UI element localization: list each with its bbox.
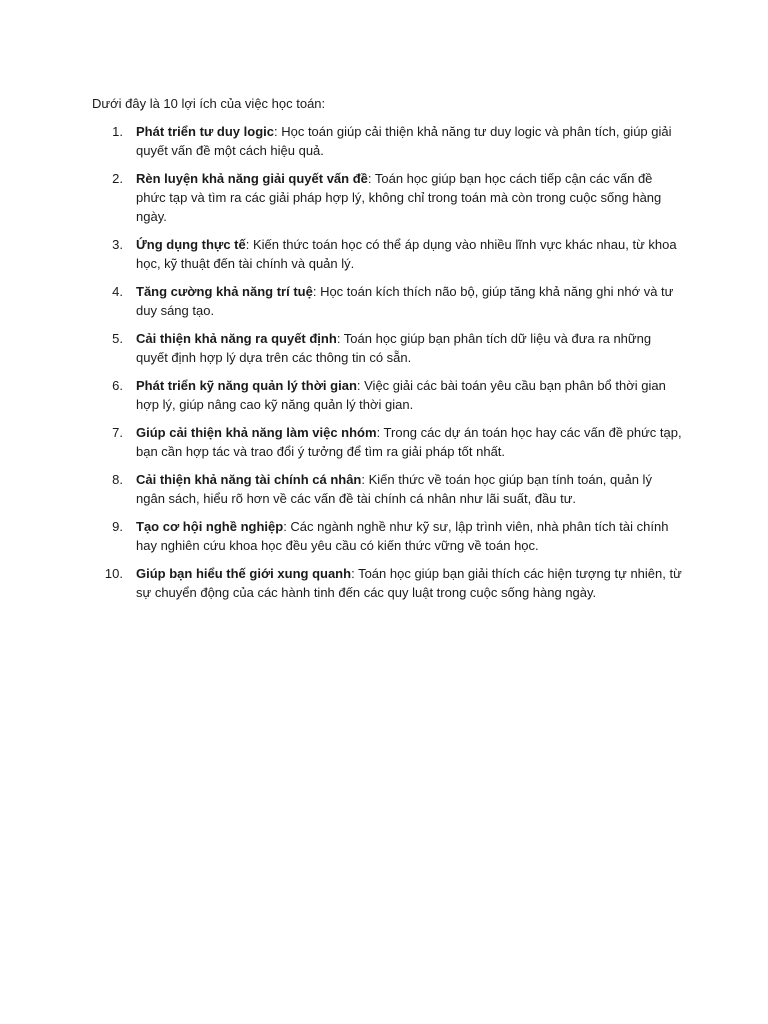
item-text: : Học toán kích thích não bộ, giúp tăng khả năng ghi nhớ và tư duy sáng tạo. xyxy=(136,284,674,318)
benefits-list xyxy=(92,122,682,602)
item-number: 9. xyxy=(112,519,123,534)
item-number: 10. xyxy=(104,566,123,581)
item-text: : Học toán giúp cải thiện khả năng tư duy logic và phân tích, giúp giải quyết vấn đề một cách hiệu quả. xyxy=(136,124,672,158)
intro-text: Dưới đây là 10 lợi ích của việc học toán: xyxy=(92,96,326,111)
list-item xyxy=(92,517,682,555)
item-term: Giúp bạn hiểu thế giới xung quanh xyxy=(136,566,352,581)
item-number: 5. xyxy=(112,331,123,346)
item-number: 6. xyxy=(112,378,123,393)
item-text: : Kiến thức về toán học giúp bạn tính toán, quản lý ngân sách, hiểu rõ hơn về các vấn đề tài chính cá nhân như lãi suất, đầu tư. xyxy=(136,472,652,506)
item-term: Tạo cơ hội nghề nghiệp xyxy=(136,519,284,534)
item-text: : Toán học giúp bạn phân tích dữ liệu và đưa ra những quyết định hợp lý dựa trên các thông tin có sẵn. xyxy=(136,331,652,365)
item-term: Ứng dụng thực tế xyxy=(136,237,246,252)
item-term: Cải thiện khả năng ra quyết định xyxy=(136,331,337,346)
item-number: 2. xyxy=(112,171,123,186)
item-text: : Việc giải các bài toán yêu cầu bạn phân bổ thời gian hợp lý, giúp nâng cao kỹ năng quản lý thời gian. xyxy=(136,378,666,412)
item-term: Tăng cường khả năng trí tuệ xyxy=(136,284,313,299)
document-page xyxy=(92,94,682,611)
item-number: 7. xyxy=(112,425,123,440)
list-item xyxy=(92,329,682,367)
list-item xyxy=(92,282,682,320)
list-item xyxy=(92,235,682,273)
list-item xyxy=(92,376,682,414)
item-term: Giúp cải thiện khả năng làm việc nhóm xyxy=(136,425,377,440)
list-item xyxy=(92,122,682,160)
list-item xyxy=(92,423,682,461)
item-text: : Các ngành nghề như kỹ sư, lập trình viên, nhà phân tích tài chính hay nghiên cứu khoa học đều yêu cầu có kiến thức vững về toán học. xyxy=(136,519,669,553)
item-text: : Kiến thức toán học có thể áp dụng vào nhiều lĩnh vực khác nhau, từ khoa học, kỹ thuật đến tài chính và quản lý. xyxy=(136,237,677,271)
item-text: : Trong các dự án toán học hay các vấn đề phức tạp, bạn cần hợp tác và trao đổi ý tưởng để tìm ra giải pháp tốt nhất. xyxy=(136,425,682,459)
item-number: 3. xyxy=(112,237,123,252)
item-term: Phát triển kỹ năng quản lý thời gian xyxy=(136,378,357,393)
item-text: : Toán học giúp bạn giải thích các hiện tượng tự nhiên, từ sự chuyển động của các hành tinh đến các quy luật trong cuộc sống hàng ngày. xyxy=(136,566,682,600)
item-number: 8. xyxy=(112,472,123,487)
list-item xyxy=(92,564,682,602)
item-number: 4. xyxy=(112,284,123,299)
item-term: Cải thiện khả năng tài chính cá nhân xyxy=(136,472,362,487)
item-text: : Toán học giúp bạn học cách tiếp cận các vấn đề phức tạp và tìm ra các giải pháp hợp lý, không chỉ trong toán mà còn trong cuộc sống hàng ngày. xyxy=(136,171,662,224)
item-term: Phát triển tư duy logic xyxy=(136,124,274,139)
item-term: Rèn luyện khả năng giải quyết vấn đề xyxy=(136,171,368,186)
item-number: 1. xyxy=(112,124,123,139)
list-item xyxy=(92,470,682,508)
list-item xyxy=(92,169,682,226)
